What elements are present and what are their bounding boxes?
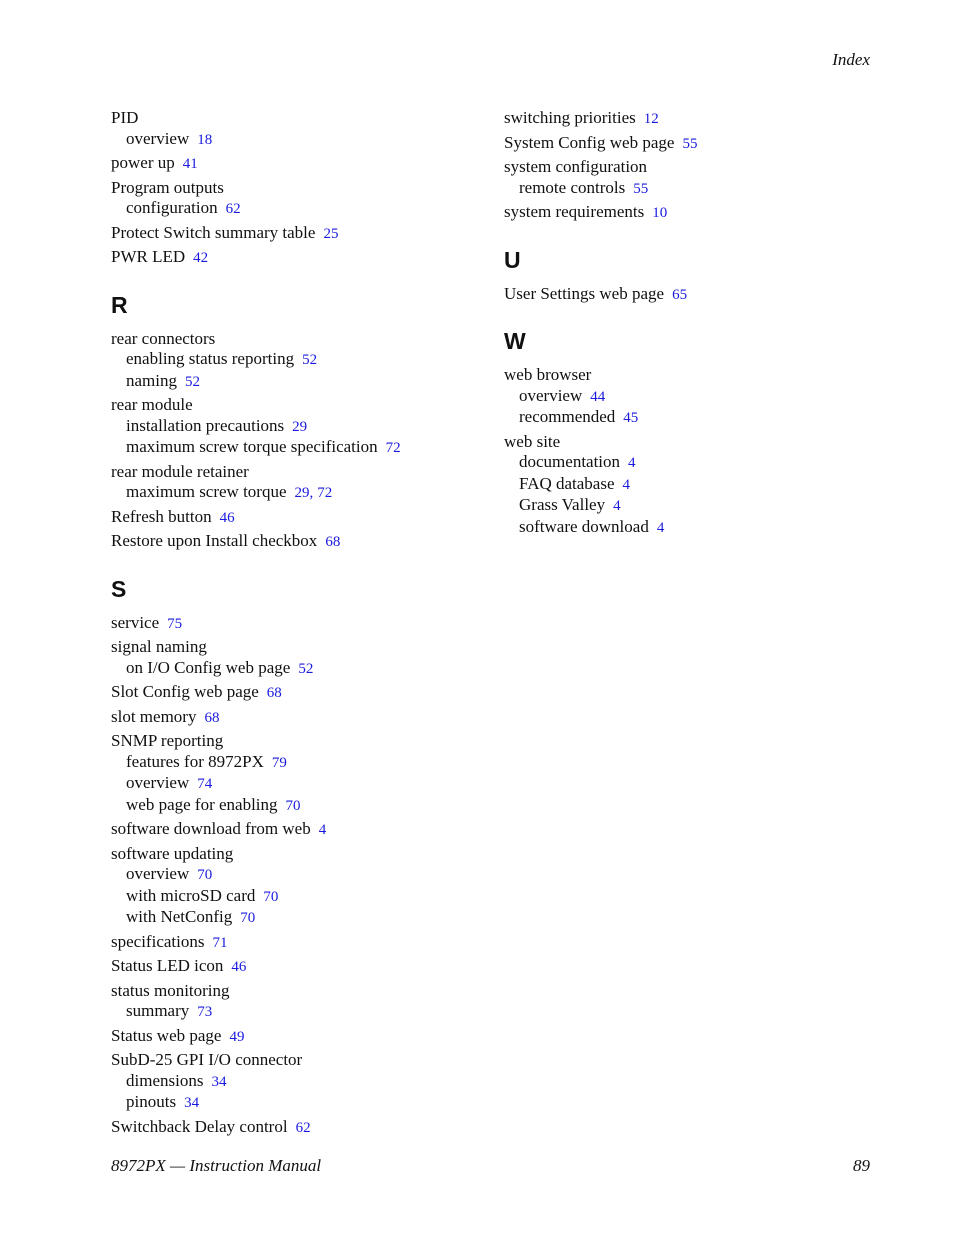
index-subentry: [504, 407, 884, 429]
page-link[interactable]: 41: [182, 156, 198, 172]
index-subentry: [111, 1001, 491, 1023]
index-entry: [504, 284, 884, 306]
page-link[interactable]: 34: [184, 1095, 200, 1111]
index-entry: [111, 1026, 491, 1048]
index-entry: [111, 1117, 491, 1139]
index-term: rear module retainer: [111, 461, 249, 481]
index-entry: [111, 981, 491, 1002]
index-term: system configuration: [504, 157, 648, 176]
index-subentry: [111, 795, 491, 817]
index-term: with microSD card: [126, 885, 256, 905]
index-subentry: [111, 416, 491, 438]
index-entry: [111, 507, 491, 529]
page-link[interactable]: 4: [613, 498, 621, 514]
index-term: summary: [126, 1001, 190, 1020]
index-entry: [111, 178, 491, 199]
index-subentry: [111, 437, 491, 459]
page-separator: ,: [309, 485, 314, 501]
index-subentry: [111, 198, 491, 220]
index-entry: [504, 432, 884, 453]
index-letter-heading: U: [504, 246, 521, 273]
page-link[interactable]: 55: [682, 135, 698, 152]
index-subentry: [111, 773, 491, 795]
page-link[interactable]: 70: [240, 910, 256, 926]
page-link[interactable]: 46: [231, 959, 247, 975]
page-link[interactable]: 62: [295, 1119, 311, 1136]
index-term: configuration: [126, 198, 218, 217]
index-entry: [111, 223, 491, 245]
index-term: power up: [111, 153, 175, 172]
index-term: FAQ database: [519, 473, 615, 493]
page-link[interactable]: 52: [302, 352, 318, 368]
index-term: enabling status reporting: [126, 349, 295, 368]
page-link[interactable]: 12: [643, 111, 659, 127]
index-term: User Settings web page: [504, 283, 665, 303]
page-link[interactable]: 62: [225, 201, 241, 217]
index-column-left: [111, 105, 491, 1138]
index-term: signal naming: [111, 637, 207, 656]
index-subentry: [504, 452, 884, 474]
page-link[interactable]: 10: [652, 205, 668, 221]
index-entry: [111, 637, 491, 658]
index-entry: [111, 819, 491, 841]
page-link[interactable]: 79: [271, 754, 287, 771]
index-subentry: [111, 752, 491, 774]
index-term: Status web page: [111, 1025, 222, 1045]
index-entry: [504, 157, 884, 178]
index-entry: [111, 329, 491, 350]
index-term: Slot Config web page: [111, 682, 259, 701]
index-subentry: [111, 886, 491, 908]
index-term: web browser: [504, 365, 592, 384]
index-term: Program outputs: [111, 177, 224, 197]
index-entry: [504, 108, 884, 130]
page-link[interactable]: 68: [325, 534, 341, 550]
index-term: software download: [519, 516, 649, 536]
page-link[interactable]: 49: [229, 1028, 245, 1045]
index-subentry: [504, 386, 884, 408]
page-link[interactable]: 65: [672, 286, 688, 303]
index-entry: [111, 682, 491, 704]
page-link[interactable]: 4: [656, 519, 665, 536]
page-link[interactable]: 68: [204, 709, 220, 726]
index-subentry: [111, 371, 491, 393]
page-link[interactable]: 70: [197, 867, 213, 883]
index-subentry: [111, 864, 491, 886]
index-entry: [111, 932, 491, 954]
index-term: remote controls: [519, 177, 626, 197]
page-link[interactable]: 55: [633, 180, 649, 197]
index-entry: [111, 462, 491, 483]
page-link[interactable]: 25: [323, 225, 339, 242]
index-entry: [111, 1050, 491, 1071]
footer-page-number: 89: [853, 1156, 870, 1175]
index-term: documentation: [519, 452, 621, 471]
index-entry: [111, 844, 491, 865]
index-term: Restore upon Install checkbox: [111, 531, 318, 550]
index-letter-heading: S: [111, 575, 127, 602]
index-term: software download from web: [111, 819, 311, 838]
index-term: on I/O Config web page: [126, 657, 291, 677]
index-entry: [111, 395, 491, 416]
index-term: Switchback Delay control: [111, 1116, 288, 1136]
page-link[interactable]: 70: [285, 797, 301, 814]
index-entry: [111, 956, 491, 978]
page-link[interactable]: 29: [292, 418, 308, 435]
index-term: features for 8972PX: [126, 751, 264, 771]
running-header: Index: [832, 50, 870, 69]
page-link[interactable]: 18: [197, 131, 213, 148]
index-term: overview: [519, 385, 583, 405]
index-term: recommended: [519, 407, 616, 426]
index-subentry: [111, 1092, 491, 1114]
page-link[interactable]: 4: [628, 455, 636, 471]
index-entry: [111, 613, 491, 635]
index-term: rear connectors: [111, 328, 216, 348]
index-subentry: [111, 907, 491, 929]
index-term: slot memory: [111, 706, 197, 726]
page-link[interactable]: 46: [219, 509, 235, 526]
index-subentry: [111, 1071, 491, 1093]
index-term: PWR LED: [111, 247, 186, 266]
index-entry: [111, 153, 491, 175]
index-entry: [111, 247, 491, 269]
index-term: PID: [111, 108, 139, 127]
index-term: SNMP reporting: [111, 731, 224, 750]
index-entry: [111, 707, 491, 729]
page-link[interactable]: 52: [298, 660, 314, 677]
index-entry: [111, 108, 491, 129]
index-term: web page for enabling: [126, 794, 278, 814]
index-term: rear module: [111, 395, 193, 414]
index-subentry: [504, 178, 884, 200]
index-term: Refresh button: [111, 506, 212, 526]
index-term: overview: [126, 773, 190, 792]
page-link[interactable]: 75: [167, 615, 183, 632]
index-term: Grass Valley: [519, 495, 606, 514]
page-link[interactable]: 42: [193, 250, 209, 266]
page-link[interactable]: 4: [622, 476, 631, 493]
index-entry: [504, 365, 884, 386]
index-term: system requirements: [504, 202, 645, 221]
index-column-right: [504, 105, 884, 538]
index-letter-heading: W: [504, 328, 526, 354]
page-link[interactable]: 52: [185, 373, 200, 390]
index-subentry: [111, 129, 491, 151]
page-link[interactable]: 72: [317, 485, 333, 501]
index-subentry: [504, 517, 884, 539]
page-link[interactable]: 68: [266, 685, 282, 701]
index-term: overview: [126, 128, 190, 148]
page-link[interactable]: 29: [294, 485, 310, 501]
page-link[interactable]: 34: [211, 1073, 227, 1090]
index-subentry: [111, 349, 491, 371]
index-term: service: [111, 612, 160, 632]
index-term: maximum screw torque: [126, 482, 287, 501]
page-link[interactable]: 70: [263, 888, 279, 905]
page-link[interactable]: 71: [212, 934, 228, 951]
index-term: Status LED icon: [111, 956, 224, 975]
index-term: pinouts: [126, 1092, 177, 1111]
index-subentry: [504, 495, 884, 517]
index-term: naming: [126, 370, 177, 390]
page-link[interactable]: 72: [385, 440, 401, 456]
index-term: installation precautions: [126, 415, 285, 435]
page-link[interactable]: 4: [318, 822, 327, 838]
index-term: software updating: [111, 843, 234, 863]
index-term: status monitoring: [111, 980, 230, 1000]
index-term: switching priorities: [504, 108, 636, 127]
footer-manual-title: 8972PX — Instruction Manual: [111, 1156, 322, 1175]
index-entry: [111, 531, 491, 553]
index-term: dimensions: [126, 1070, 204, 1090]
page-link[interactable]: 45: [623, 410, 639, 426]
index-term: maximum screw torque specification: [126, 437, 378, 456]
index-entry: [504, 133, 884, 155]
index-term: specifications: [111, 931, 205, 951]
page-link[interactable]: 73: [197, 1004, 213, 1020]
page-link[interactable]: 44: [590, 388, 606, 405]
index-subentry: [111, 482, 491, 504]
index-term: Protect Switch summary table: [111, 222, 316, 242]
page-link[interactable]: 74: [197, 776, 213, 792]
index-term: overview: [126, 864, 190, 883]
index-entry: [111, 731, 491, 752]
index-entry: [504, 202, 884, 224]
index-subentry: [504, 474, 884, 496]
index-term: with NetConfig: [126, 907, 233, 926]
index-subentry: [111, 658, 491, 680]
index-term: System Config web page: [504, 132, 675, 152]
index-letter-heading: R: [111, 291, 128, 318]
index-term: web site: [504, 431, 561, 451]
index-term: SubD-25 GPI I/O connector: [111, 1050, 303, 1069]
